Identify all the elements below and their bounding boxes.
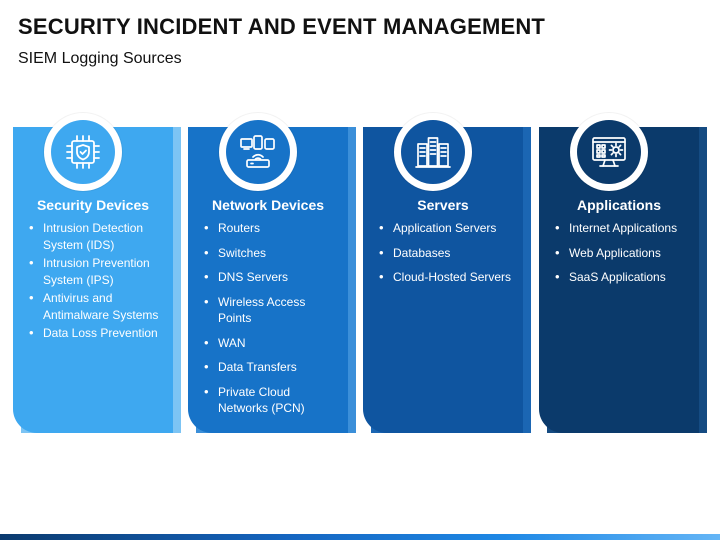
list-item: • Internet Applications	[553, 220, 693, 237]
card-title: Security Devices	[36, 197, 150, 213]
list-item: • Data Loss Prevention	[27, 325, 167, 342]
list-item: • Antivirus and Antimalware Systems	[27, 290, 167, 323]
card-network-devices	[188, 127, 356, 433]
list-item: • Intrusion Prevention System (IPS)	[27, 255, 167, 288]
card-servers	[363, 127, 531, 433]
card-item-list	[27, 220, 167, 344]
card-item-list	[553, 220, 693, 294]
network-devices-icon	[236, 130, 280, 174]
card-item-list	[377, 220, 517, 294]
chip-shield-icon	[61, 130, 105, 174]
list-item: • Private Cloud Networks (PCN)	[202, 384, 342, 417]
list-item: • Intrusion Detection System (IDS)	[27, 220, 167, 253]
monitor-gear-icon	[587, 130, 631, 174]
card-title: Applications	[576, 197, 661, 213]
list-item: • Data Transfers	[202, 359, 342, 376]
card-applications	[539, 127, 707, 433]
server-rack-icon	[411, 130, 455, 174]
list-item: • Switches	[202, 245, 342, 262]
page-title: SECURITY INCIDENT AND EVENT MANAGEMENT	[18, 14, 546, 39]
card-security-devices	[13, 127, 181, 433]
bottom-accent-bar	[0, 534, 720, 540]
list-item: • SaaS Applications	[553, 269, 693, 286]
icon-badge	[570, 113, 648, 191]
icon-badge	[219, 113, 297, 191]
list-item: • Application Servers	[377, 220, 517, 237]
card-item-list	[202, 220, 342, 425]
list-item: • Web Applications	[553, 245, 693, 262]
card-title: Servers	[417, 197, 469, 213]
list-item: • Routers	[202, 220, 342, 237]
list-item: • WAN	[202, 335, 342, 352]
page-subtitle: SIEM Logging Sources	[18, 50, 182, 67]
list-item: • Databases	[377, 245, 517, 262]
icon-badge	[394, 113, 472, 191]
list-item: • Wireless Access Points	[202, 294, 342, 327]
card-title: Network Devices	[211, 197, 325, 213]
icon-badge	[44, 113, 122, 191]
list-item: • Cloud-Hosted Servers	[377, 269, 517, 286]
list-item: • DNS Servers	[202, 269, 342, 286]
